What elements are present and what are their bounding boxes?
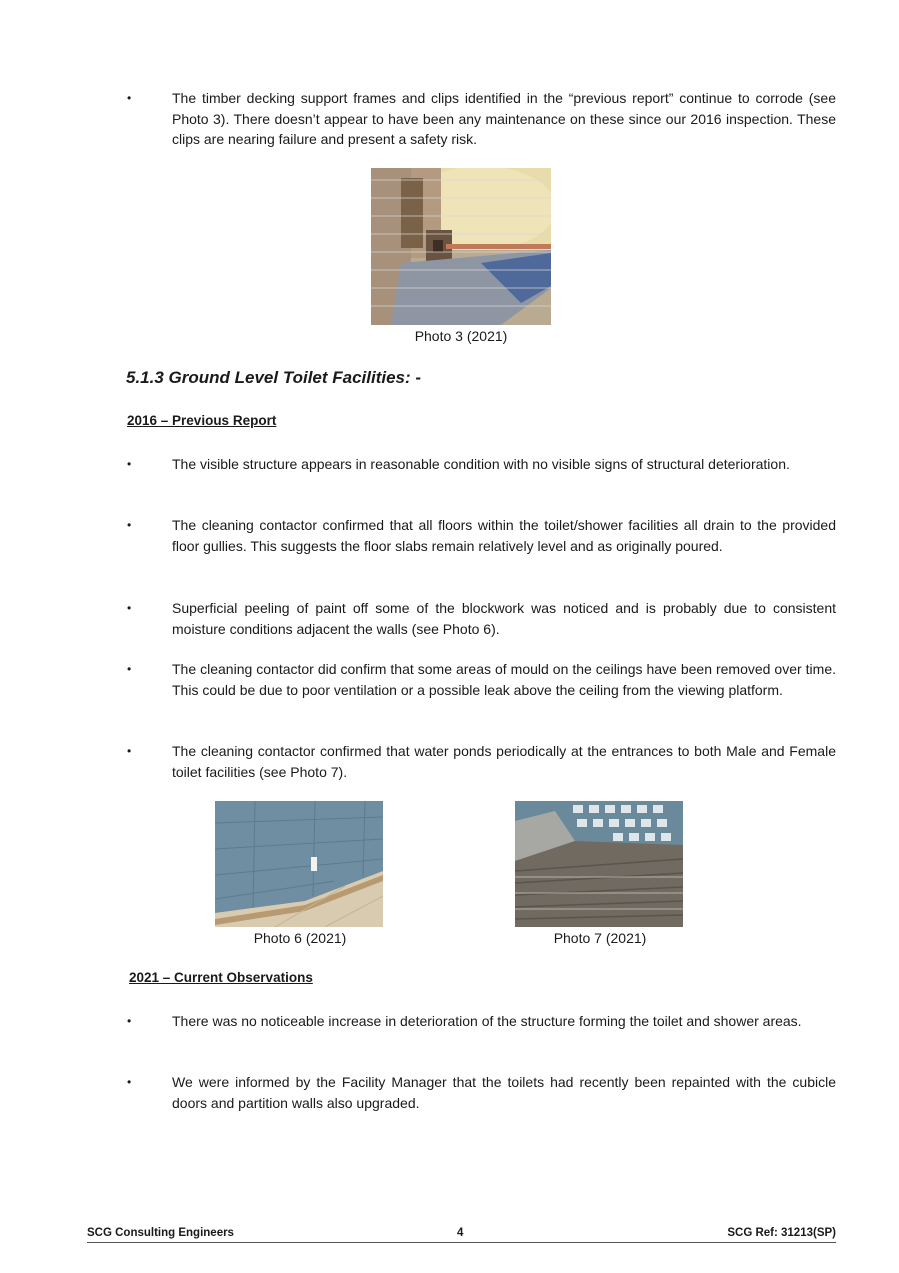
page-footer: [87, 1226, 836, 1243]
previous-bullet-5: [127, 741, 836, 782]
bullet-text: The cleaning contactor confirmed that all floors within the toilet/shower facilities all drain to the provided floor gullies. This suggests the floor slabs remain relatively level and as originally poured.: [172, 517, 836, 554]
photo-3-caption: Photo 3 (2021): [414, 328, 508, 344]
bullet-text: The cleaning contactor confirmed that water ponds periodically at the entrances to both Male and Female toilet facilities (see Photo 7).: [172, 743, 836, 780]
previous-bullet-1: [127, 454, 836, 475]
photo-6-caption: Photo 6 (2021): [253, 930, 347, 946]
bullet-text: There was no noticeable increase in deterioration of the structure forming the toilet and shower areas.: [172, 1013, 802, 1029]
bullet-text: The cleaning contactor did confirm that some areas of mould on the ceilings have been removed over time. This could be due to poor ventilation or a possible leak above the ceiling from the viewing platform.: [172, 661, 836, 698]
bullet-marker: •: [127, 1014, 132, 1028]
bullet-marker: •: [127, 91, 132, 105]
section-heading: 5.1.3 Ground Level Toilet Facilities: -: [126, 368, 422, 387]
footer-company: SCG Consulting Engineers: [87, 1227, 234, 1239]
bullet-text: The timber decking support frames and clips identified in the “previous report” continue to corrode (see Photo 3). There doesn’t appear to have been any maintenance on these since our 2016 inspection. These clips are nearing failure and present a safety risk.: [172, 90, 836, 147]
previous-bullet-4: [127, 659, 836, 700]
current-bullet-1: [127, 1011, 836, 1032]
bullet-decking-clips: [127, 88, 836, 150]
footer-reference: SCG Ref: 31213(SP): [727, 1227, 836, 1239]
photo-7-image: [515, 801, 683, 927]
previous-report-title: 2016 – Previous Report: [127, 413, 277, 428]
photo-6-image: [215, 801, 383, 927]
previous-bullet-2: [127, 515, 836, 556]
bullet-marker: •: [127, 518, 132, 532]
bullet-text: Superficial peeling of paint off some of the blockwork was noticed and is probably due to consistent moisture conditions adjacent the walls (see Photo 6).: [172, 600, 836, 637]
bullet-marker: •: [127, 457, 132, 471]
bullet-text: The visible structure appears in reasonable condition with no visible signs of structural deterioration.: [172, 456, 790, 472]
current-observations-title: 2021 – Current Observations: [129, 970, 313, 985]
bullet-marker: •: [127, 744, 132, 758]
bullet-text: We were informed by the Facility Manager that the toilets had recently been repainted with the cubicle doors and partition walls also upgraded.: [172, 1074, 836, 1111]
photo-7: [515, 801, 683, 927]
current-bullet-2: [127, 1072, 836, 1113]
photo-6: [215, 801, 383, 927]
bullet-marker: •: [127, 1075, 132, 1089]
footer-page-number: 4: [457, 1227, 464, 1239]
photo-3: [371, 168, 551, 325]
photo-3-image: [371, 168, 551, 325]
bullet-marker: •: [127, 601, 132, 615]
bullet-marker: •: [127, 662, 132, 676]
previous-bullet-3: [127, 598, 836, 639]
photo-7-caption: Photo 7 (2021): [553, 930, 647, 946]
